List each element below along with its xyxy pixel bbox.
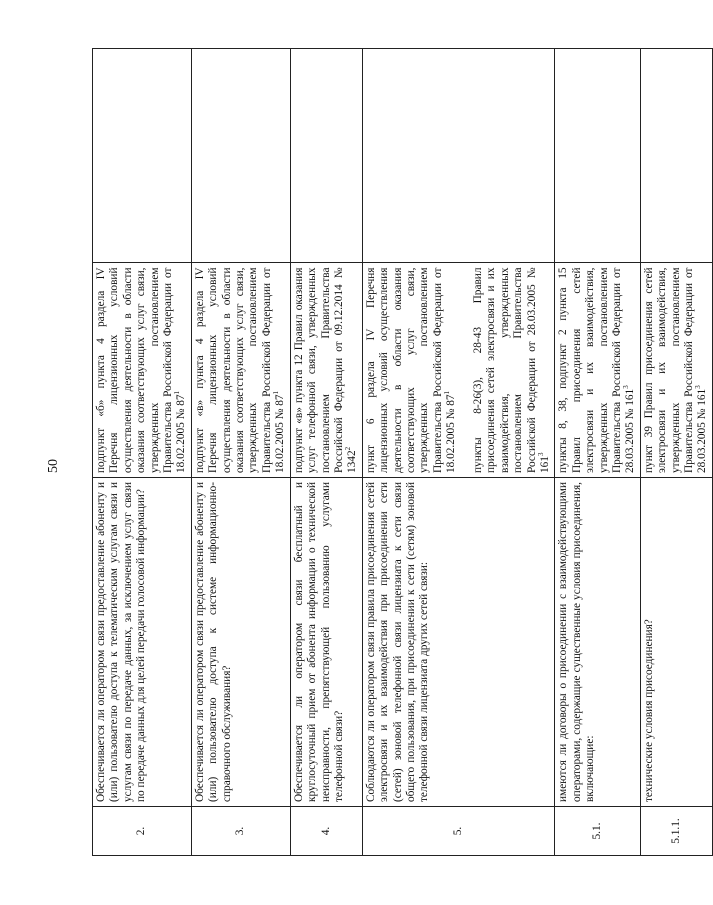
table-row: [362, 49, 555, 856]
row-number: 3.: [191, 807, 290, 856]
empty-cell: [290, 49, 362, 264]
table-row: [555, 49, 640, 856]
question-cell: Обеспечивается ли оператором связи предоставление абоненту и (или) пользователю доступа к системе информационно-справочного обслуживания?: [191, 478, 290, 807]
footnote-mark: 1: [443, 390, 452, 395]
reference-cell: [290, 263, 362, 478]
question-cell: Соблюдаются ли оператором связи правила присоединения сетей электросвязи и их взаимодействия при присоединении сети (сетей) зоновой телефонной связи лицензиата к сети связи общего пользования, при присоединении к сети (сетям) зоновой телефонной связи лицензиата других сетей связи:: [362, 478, 555, 807]
footnote-mark: 1: [272, 390, 281, 395]
footnote-mark: 1: [173, 390, 182, 395]
empty-cell: [93, 49, 192, 264]
reference-cell: [362, 263, 555, 478]
empty-cell: [555, 49, 640, 264]
row-number: 5.1.: [555, 807, 640, 856]
footnote-mark: 2: [344, 446, 353, 451]
empty-cell: [640, 49, 712, 264]
table-row: [93, 49, 192, 856]
footnote-mark: 3: [537, 452, 546, 457]
checklist-table-rotated: [92, 48, 709, 856]
question-cell: Обеспечивается ли оператором связи предоставление абоненту и (или) пользователю доступа к телематическим услугам связи и услугам связи по передаче данных, за исключением услуг связи по передаче данных для целей передачи голосовой информации?: [93, 478, 192, 807]
footnote-mark: 3: [694, 385, 703, 389]
page-number: 50: [46, 459, 61, 473]
empty-cell: [362, 49, 555, 264]
row-number: 2.: [93, 807, 192, 856]
table-row: [640, 49, 712, 856]
reference-cell: [93, 263, 192, 478]
reference-text: подпункт «в» пункта 12 Правил оказания услуг телефонной связи, утвержденных постановлением Правительства Российской Федерации от 09.12.2014 № 1342: [292, 267, 359, 473]
row-number: 5.1.1.: [640, 807, 712, 856]
checklist-table: [92, 48, 713, 856]
reference-text-2: пункты 8-26(3), 28-43 Правил присоединения сетей электросвязи и их взаимодействия, утвержденных постановлением Правительства Российской Федерации от 28.03.2005 № 161: [471, 267, 551, 473]
reference-cell: [555, 263, 640, 478]
table-row: [191, 49, 290, 856]
reference-cell: [191, 263, 290, 478]
reference-text: пункт 6 раздела IV Перечня лицензионных условий осуществления деятельности в области оказания соответствующих услуг связи, утвержденных постановлением Правительства Российской Федерации от 18.02.2005 № 87: [364, 267, 458, 473]
question-cell: Обеспечивается ли оператором связи бесплатный и круглосуточный прием от абонента информации о технической неисправности, препятствующей пользованию услугами телефонной связи?: [290, 478, 362, 807]
footnote-mark: 3: [622, 385, 631, 389]
question-cell: имеются ли договоры о присоединении с взаимодействующими операторами, содержащие существенные условия присоединения, включающие:: [555, 478, 640, 807]
reference-text: пункты 8, 38, подпункт 2 пункта 15 Правил присоединения сетей электросвязи и их взаимодействия, утвержденных постановлением Правительства Российской Федерации от 28.03.2005 № 161: [557, 267, 637, 473]
reference-text: подпункт «в» пункта 4 раздела IV Перечня лицензионных условий осуществления деятельности в области оказания соответствующих услуг связи, утвержденных постановлением Правительства Российской Федерации от 18.02.2005 № 87: [193, 267, 287, 473]
row-number: 5.: [362, 807, 555, 856]
empty-cell: [191, 49, 290, 264]
reference-text: пункт 39 Правил присоединения сетей электросвязи и их взаимодействия, утвержденных постановлением Правительства Российской Федерации от 28.03.2005 № 161: [642, 267, 709, 473]
question-cell: технические условия присоединения?: [640, 478, 712, 807]
reference-cell: [640, 263, 712, 478]
reference-text: подпункт «б» пункта 4 раздела IV Перечня лицензионных условий осуществления деятельности в области оказания соответствующих услуг связи, утвержденных постановлением Правительства Российской Федерации от 18.02.2005 № 87: [95, 267, 188, 473]
table-row: [290, 49, 362, 856]
row-number: 4.: [290, 807, 362, 856]
